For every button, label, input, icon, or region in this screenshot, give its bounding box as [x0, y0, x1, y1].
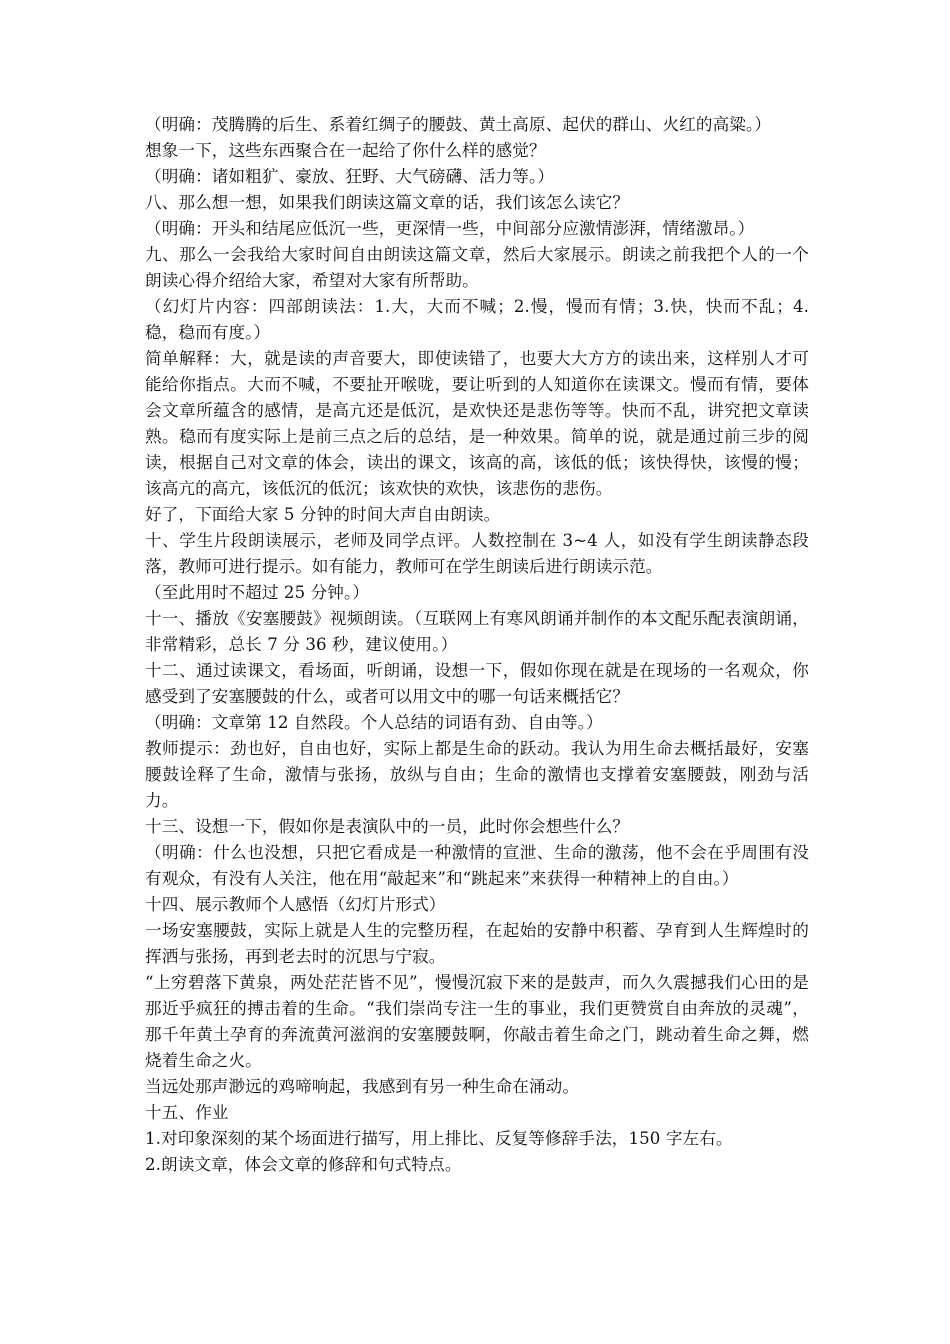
- paragraph-clarify-performer: （明确：什么也没想，只把它看成是一种激情的宣泄、生命的激荡，他不会在乎周围有没有观众，有没有人关注，他在用“敲起来”和“跳起来”来获得一种精神上的自由。）: [145, 843, 809, 888]
- paragraph-reflection-3: 当远处那声渺远的鸡啼响起，我感到有另一种生命在涌动。: [145, 1077, 580, 1096]
- paragraph-step-15-homework: 十五、作业: [145, 1103, 229, 1122]
- paragraph-clarify-reading-tone: （明确：开头和结尾应低沉一些，更深情一些，中间部分应激情澎湃，情绪激昂。）: [145, 219, 755, 238]
- paragraph-explanation: 简单解释：大，就是读的声音要大，即使读错了，也要大大方方的读出来，这样别人才可能给你指点。大而不喊，不要扯开喉咙，要让听到的人知道你在读课文。慢而有情，要体会文章所蕴含的感情，是高亢还是低沉，是欢快还是悲伤等等。快而不乱，讲究把文章读熟。稳而有度实际上是前三点之后的总结，是一种效果。简单的说，就是通过前三步的阅读，根据自己对文章的体会，读出的课文，该高的高，该低的低；该快得快，该慢的慢；该高亢的高亢，该低沉的低沉；该欢快的欢快，该悲伤的悲伤。: [145, 349, 809, 498]
- paragraph-teacher-hint: 教师提示：劲也好，自由也好，实际上都是生命的跃动。我认为用生命去概括最好，安塞腰鼓诠释了生命，激情与张扬，放纵与自由；生命的激情也支撑着安塞腰鼓，刚劲与活力。: [145, 739, 809, 810]
- paragraph-clarify-feeling: （明确：诸如粗犷、豪放、狂野、大气磅礴、活力等。）: [145, 167, 555, 186]
- paragraph-step-10: 十、学生片段朗读展示，老师及同学点评。人数控制在 3~4 人，如没有学生朗读静态段落，教师可进行提示。如有能力，教师可在学生朗读后进行朗读示范。: [145, 531, 809, 576]
- paragraph-slide-reading-method: （幻灯片内容：四部朗读法：1.大，大而不喊；2.慢，慢而有情；3.快，快而不乱；4.稳，稳而有度。）: [145, 297, 809, 342]
- paragraph-homework-2: 2.朗读文章，体会文章的修辞和句式特点。: [145, 1155, 462, 1174]
- paragraph-imagine-feeling: 想象一下，这些东西聚合在一起给了你什么样的感觉？: [145, 141, 546, 160]
- paragraph-homework-1: 1.对印象深刻的某个场面进行描写，用上排比、反复等修辞手法，150 字左右。: [145, 1129, 733, 1148]
- paragraph-clarify-paragraph-12: （明确：文章第 12 自然段。个人总结的词语有劲、自由等。）: [145, 713, 603, 732]
- paragraph-clarify-imagery: （明确：茂腾腾的后生、系着红绸子的腰鼓、黄土高原、起伏的群山、火红的高粱。）: [145, 115, 772, 134]
- paragraph-step-11: 十一、播放《安塞腰鼓》视频朗读。（互联网上有寒风朗诵并制作的本文配乐配表演朗诵，非常精彩，总长 7 分 36 秒，建议使用。）: [145, 609, 809, 654]
- paragraph-step-8: 八、那么想一想，如果我们朗读这篇文章的话，我们该怎么读它？: [145, 193, 630, 212]
- paragraph-step-9: 九、那么一会我给大家时间自由朗读这篇文章，然后大家展示。朗读之前我把个人的一个朗读心得介绍给大家，希望对大家有所帮助。: [145, 245, 809, 290]
- paragraph-reflection-1: 一场安塞腰鼓，实际上就是人生的完整历程，在起始的安静中积蓄、孕育到人生辉煌时的挥洒与张扬，再到老去时的沉思与宁寂。: [145, 921, 809, 966]
- paragraph-step-14: 十四、展示教师个人感悟（幻灯片形式）: [145, 895, 446, 914]
- document-body: [145, 112, 809, 1178]
- paragraph-step-12: 十二、通过读课文，看场面，听朗诵，设想一下，假如你现在就是在现场的一名观众，你感受到了安塞腰鼓的什么，或者可以用文中的哪一句话来概括它？: [145, 661, 809, 706]
- paragraph-step-13: 十三、设想一下，假如你是表演队中的一员，此时你会想些什么？: [145, 817, 630, 836]
- paragraph-time-note: （至此用时不超过 25 分钟。）: [145, 583, 370, 602]
- paragraph-free-reading: 好了，下面给大家 5 分钟的时间大声自由朗读。: [145, 505, 501, 524]
- paragraph-reflection-2: “上穷碧落下黄泉，两处茫茫皆不见”，慢慢沉寂下来的是鼓声，而久久震撼我们心田的是那近乎疯狂的搏击着的生命。“我们崇尚专注一生的事业，我们更赞赏自由奔放的灵魂”，那千年黄土孕育的奔流黄河滋润的安塞腰鼓啊，你敲击着生命之门，跳动着生命之舞，燃烧着生命之火。: [145, 973, 809, 1070]
